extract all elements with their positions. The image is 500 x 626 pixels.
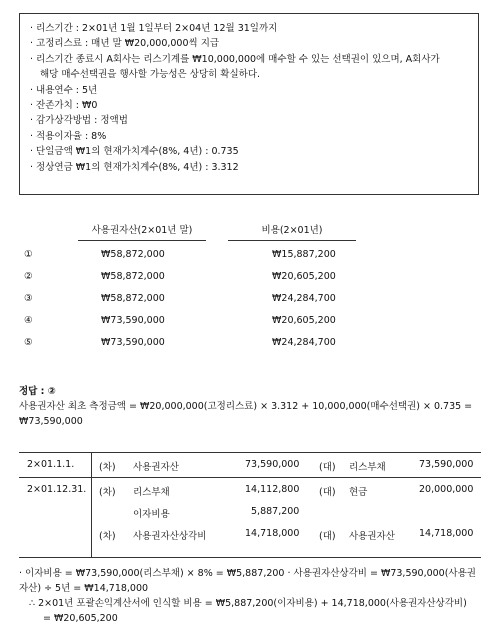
choices-header-asset: 사용권자산(2×01년 말)	[78, 222, 206, 241]
choice-expense-value: ₩20,605,200	[272, 315, 336, 326]
journal-debit-marker: (차)	[99, 531, 116, 542]
choice-asset-value: ₩58,872,000	[101, 249, 165, 260]
journal-credit-amount: 73,590,000	[419, 459, 474, 470]
choice-row[interactable]	[0, 313, 500, 329]
choice-row[interactable]	[0, 247, 500, 263]
journal-debit-marker: (차)	[99, 487, 116, 498]
condition-purchase-option-cont: 해당 매수선택권을 행사할 가능성은 상당히 확실하다.	[40, 69, 261, 81]
journal-credit-amount: 20,000,000	[419, 484, 474, 495]
journal-credit-account: 리스부채	[349, 462, 386, 473]
journal-debit-amount: 73,590,000	[245, 459, 300, 470]
note-interest-and-depreciation: · 이자비용 = ₩73,590,000(리스부채) × 8% = ₩5,887,200 · 사용권자산상각비 = ₩73,590,000(사용권	[19, 568, 476, 579]
condition-pv-annuity: · 정상연금 ₩1의 현재가치계수(8%, 4년) : 3.312	[30, 161, 239, 173]
choices-header-expense: 비용(2×01년)	[228, 222, 356, 241]
journal-credit-account: 사용권자산	[349, 531, 395, 542]
condition-pv-single: · 단일금액 ₩1의 현재가치계수(8%, 4년) : 0.735	[30, 146, 239, 158]
choice-number: ③	[24, 293, 33, 304]
journal-debit-account: 사용권자산	[133, 462, 179, 473]
journal-debit-amount: 5,887,200	[251, 506, 300, 517]
note-total-expense: ∴ 2×01년 포괄손익계산서에 인식할 비용 = ₩5,887,200(이자비용) + 14,718,000(사용권자산상각비)	[29, 598, 467, 609]
journal-date: 2×01.12.31.	[27, 484, 87, 495]
choice-asset-value: ₩73,590,000	[101, 337, 165, 348]
answer-formula-result: ₩73,590,000	[19, 416, 83, 427]
journal-debit-account: 사용권자산상각비	[133, 531, 207, 542]
choice-row[interactable]	[0, 291, 500, 307]
choice-asset-value: ₩73,590,000	[101, 315, 165, 326]
note-depreciation-cont: 자산) ÷ 5년 = ₩14,718,000	[19, 583, 149, 594]
journal-credit-marker: (대)	[319, 531, 336, 542]
condition-purchase-option: · 리스기간 종료시 A회사는 리스기계를 ₩10,000,000에 매수할 수 있는 선택권이 있으며, A회사가	[30, 53, 440, 65]
journal-credit-marker: (대)	[319, 487, 336, 498]
choice-expense-value: ₩20,605,200	[272, 271, 336, 282]
choice-number: ①	[24, 249, 33, 260]
choice-row[interactable]	[0, 335, 500, 351]
choice-expense-value: ₩15,887,200	[272, 249, 336, 260]
condition-interest-rate: · 적용이자율 : 8%	[30, 130, 107, 142]
condition-fixed-payment: · 고정리스료 : 매년 말 ₩20,000,000씩 지급	[30, 38, 220, 50]
choice-expense-value: ₩24,284,700	[272, 337, 336, 348]
journal-credit-account: 현금	[349, 487, 368, 498]
journal-debit-amount: 14,718,000	[245, 528, 300, 539]
answer-title: 정답 : ②	[19, 386, 56, 397]
explanation-notes	[19, 566, 489, 626]
choice-asset-value: ₩58,872,000	[101, 293, 165, 304]
choice-row[interactable]	[0, 269, 500, 285]
answer-formula: 사용권자산 최초 측정금액 = ₩20,000,000(고정리스료) × 3.312 + 10,000,000(매수선택권) × 0.735 =	[19, 401, 473, 412]
choice-number: ⑤	[24, 337, 33, 348]
condition-lease-term: · 리스기간 : 2×01년 1월 1일부터 2×04년 12월 31일까지	[30, 23, 278, 34]
journal-debit-amount: 14,112,800	[245, 484, 300, 495]
choice-number: ④	[24, 315, 33, 326]
journal-credit-amount: 14,718,000	[419, 528, 474, 539]
choice-asset-value: ₩58,872,000	[101, 271, 165, 282]
journal-entries-table	[19, 452, 481, 558]
journal-debit-account: 리스부채	[133, 487, 170, 498]
conditions-box	[19, 13, 479, 195]
journal-column-divider	[91, 453, 92, 557]
answer-section	[19, 384, 484, 429]
condition-residual-value: · 잔존가치 : ₩0	[30, 100, 98, 112]
condition-depreciation-method: · 감가상각방법 : 정액법	[30, 115, 128, 127]
choice-number: ②	[24, 271, 33, 282]
journal-credit-marker: (대)	[319, 462, 336, 473]
choice-expense-value: ₩24,284,700	[272, 293, 336, 304]
journal-date: 2×01.1.1.	[27, 459, 75, 470]
journal-debit-account: 이자비용	[133, 509, 170, 520]
note-total-expense-result: = ₩20,605,200	[43, 613, 118, 624]
condition-useful-life: · 내용연수 : 5년	[30, 84, 98, 96]
journal-row-divider	[19, 477, 481, 478]
journal-debit-marker: (차)	[99, 462, 116, 473]
